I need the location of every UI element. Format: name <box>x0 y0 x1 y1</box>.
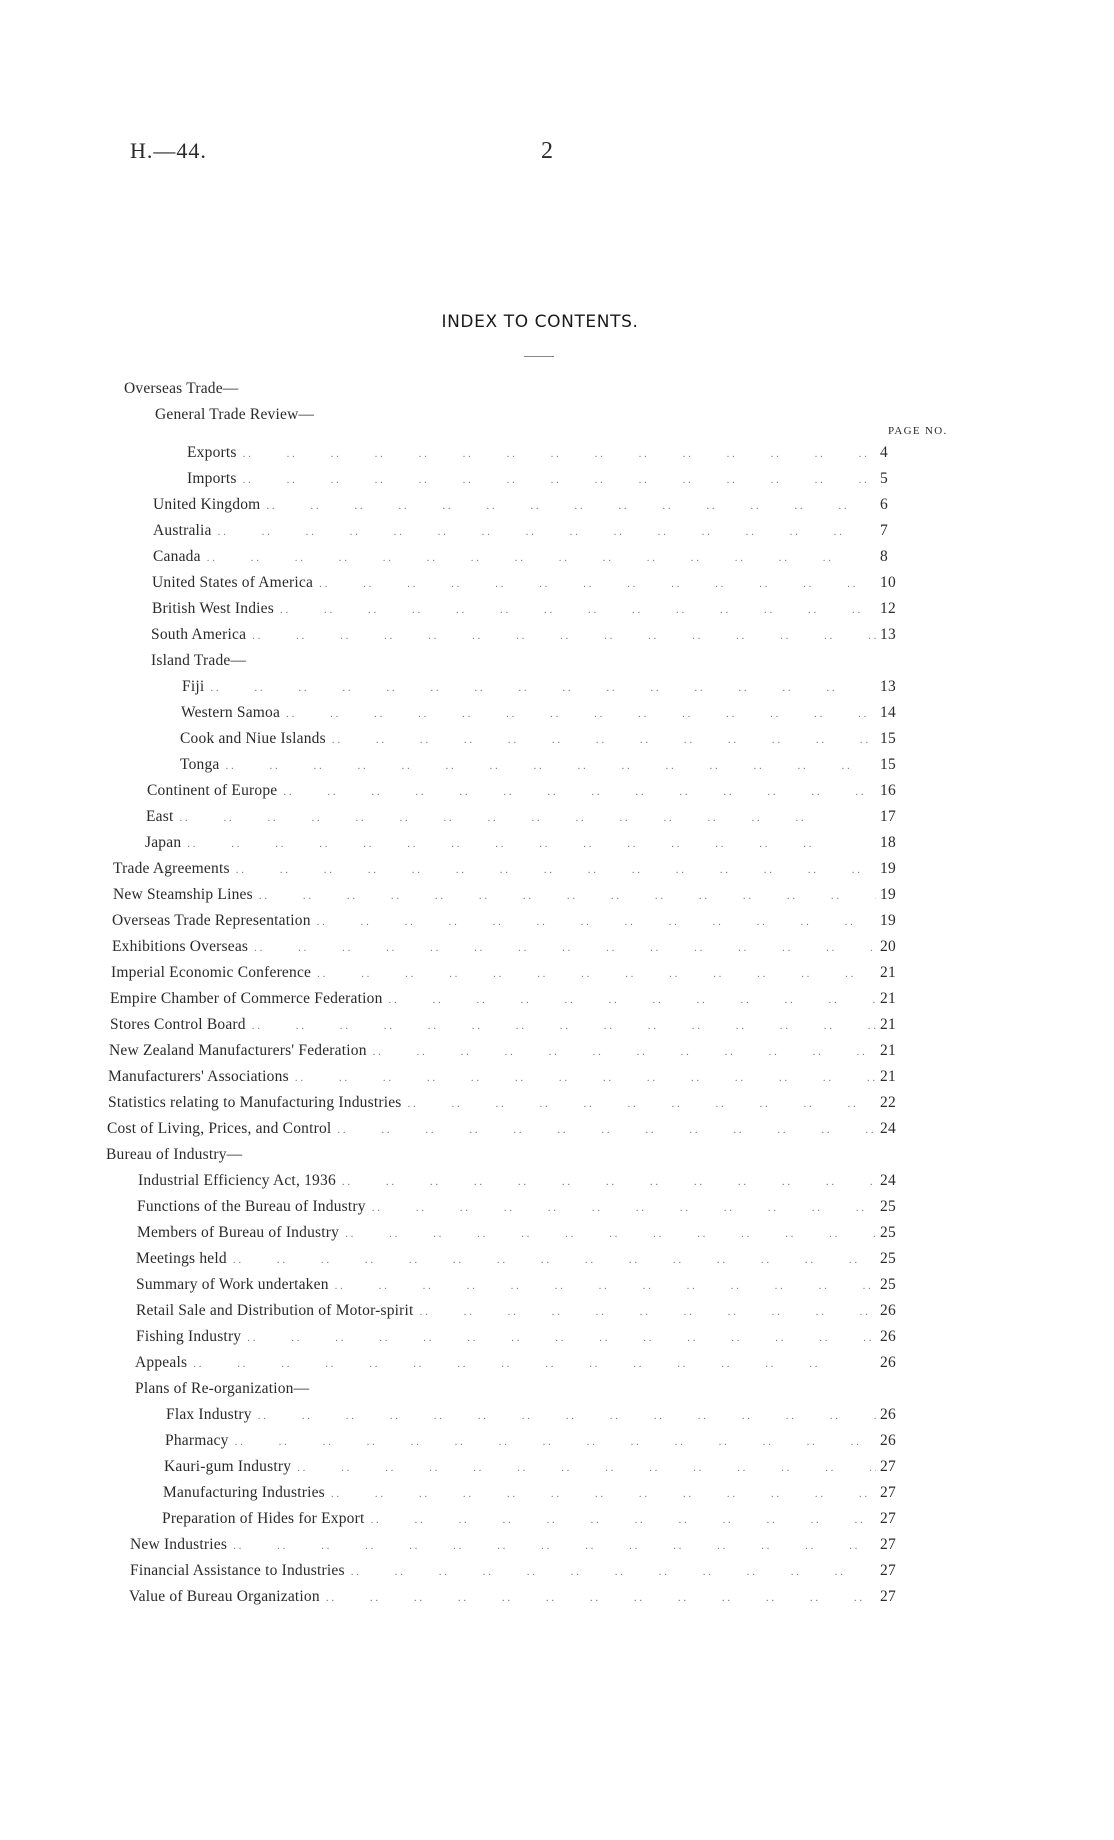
toc-entry-page: 21 <box>880 1016 896 1033</box>
toc-entry-label: Manufacturers' Associations <box>108 1068 289 1085</box>
dot-leader <box>345 1228 876 1240</box>
dot-leader <box>373 1046 876 1058</box>
dot-leader <box>207 552 876 564</box>
toc-entry <box>146 808 924 832</box>
toc-entry-label: Exhibitions Overseas <box>112 938 249 955</box>
dot-leader <box>317 916 876 928</box>
toc-entry <box>108 1094 924 1118</box>
dot-leader <box>280 604 876 616</box>
dot-leader <box>335 1280 876 1292</box>
dot-leader <box>233 1254 876 1266</box>
toc-entry <box>136 1250 924 1274</box>
dot-leader <box>283 786 876 798</box>
toc-entry-page: 25 <box>880 1250 896 1267</box>
toc-entry-label: Overseas Trade— <box>124 380 239 397</box>
toc-entry-page: 5 <box>880 470 888 487</box>
toc-entry-label: Functions of the Bureau of Industry <box>137 1198 366 1215</box>
toc-entry-label: Japan <box>145 834 182 851</box>
toc-entry-page: 25 <box>880 1198 896 1215</box>
toc-entry-label: Island Trade— <box>151 652 247 669</box>
toc-entry <box>136 1276 924 1300</box>
toc-entry-page: 25 <box>880 1276 896 1293</box>
toc-entry-page: 4 <box>880 444 888 461</box>
dot-leader <box>218 526 876 538</box>
dot-leader <box>266 500 876 512</box>
toc-entry-label: United Kingdom <box>153 496 261 513</box>
dot-leader <box>351 1566 876 1578</box>
dot-leader <box>319 578 876 590</box>
page-no-column-header: PAGE NO. <box>888 425 948 437</box>
toc-entry <box>135 1354 924 1378</box>
document-code: H.—44. <box>130 138 207 163</box>
toc-entry <box>110 1016 924 1040</box>
toc-entry-page: 17 <box>880 808 896 825</box>
toc-entry-label: South America <box>151 626 247 643</box>
dot-leader <box>342 1176 876 1188</box>
toc-entry-page: 27 <box>880 1536 896 1553</box>
toc-entry <box>153 522 924 546</box>
toc-entry-page: 27 <box>880 1458 896 1475</box>
toc-entry-label: Canada <box>153 548 201 565</box>
dot-leader <box>420 1306 876 1318</box>
dot-leader <box>243 474 876 486</box>
dot-leader <box>254 942 876 954</box>
dot-leader <box>332 734 876 746</box>
toc-entry <box>138 1172 924 1196</box>
dot-leader <box>337 1124 876 1136</box>
dot-leader <box>370 1514 876 1526</box>
toc-entry-label: Fiji <box>182 678 205 695</box>
toc-entry <box>136 1328 924 1352</box>
toc-entry <box>106 1146 924 1170</box>
toc-entry-label: Manufacturing Industries <box>163 1484 325 1501</box>
toc-entry-page: 12 <box>880 600 896 617</box>
toc-entry-page: 19 <box>880 860 896 877</box>
toc-entry <box>162 1510 924 1534</box>
toc-entry-label: British West Indies <box>152 600 274 617</box>
toc-entry <box>137 1224 924 1248</box>
dot-leader <box>297 1462 876 1474</box>
toc-entry-label: Bureau of Industry— <box>106 1146 243 1163</box>
toc-entry <box>108 1068 924 1092</box>
toc-entry <box>137 1198 924 1222</box>
toc-entry <box>165 1432 924 1456</box>
toc-entry-page: 27 <box>880 1484 896 1501</box>
toc-entry-page: 15 <box>880 730 896 747</box>
toc-entry <box>135 1380 924 1404</box>
toc-entry-label: Preparation of Hides for Export <box>162 1510 365 1527</box>
toc-entry-label: Overseas Trade Representation <box>112 912 311 929</box>
toc-entry <box>112 912 924 936</box>
toc-entry <box>151 652 924 676</box>
dot-leader <box>252 630 876 642</box>
toc-entry <box>180 730 924 754</box>
toc-entry-page: 21 <box>880 1068 896 1085</box>
dot-leader <box>331 1488 876 1500</box>
toc-entry-label: Imperial Economic Conference <box>111 964 312 981</box>
dot-leader <box>286 708 876 720</box>
toc-entry-page: 18 <box>880 834 896 851</box>
toc-entry-page: 27 <box>880 1510 896 1527</box>
toc-entry-label: Value of Bureau Organization <box>129 1588 320 1605</box>
toc-entry <box>130 1536 924 1560</box>
toc-entry-page: 27 <box>880 1588 896 1605</box>
toc-entry <box>113 860 924 884</box>
toc-entry <box>151 626 924 650</box>
toc-entry <box>153 496 924 520</box>
toc-entry <box>136 1302 924 1326</box>
dot-leader <box>243 448 876 460</box>
toc-entry-page: 13 <box>880 678 896 695</box>
toc-entry-label: Kauri-gum Industry <box>164 1458 292 1475</box>
toc-entry <box>187 444 924 468</box>
toc-entry <box>109 1042 924 1066</box>
toc-entry-page: 21 <box>880 1042 896 1059</box>
toc-entry-page: 8 <box>880 548 888 565</box>
dot-leader <box>389 994 876 1006</box>
page-number: 2 <box>541 138 553 164</box>
toc-entry <box>155 406 924 430</box>
toc-entry-label: Stores Control Board <box>110 1016 246 1033</box>
toc-entry <box>147 782 924 806</box>
toc-entry-label: Meetings held <box>136 1250 227 1267</box>
dot-leader <box>372 1202 876 1214</box>
toc-entry-label: Plans of Re-organization— <box>135 1380 310 1397</box>
toc-entry-page: 26 <box>880 1406 896 1423</box>
dot-leader <box>233 1540 876 1552</box>
dot-leader <box>252 1020 876 1032</box>
toc-entry <box>187 470 924 494</box>
dot-leader <box>187 838 876 850</box>
toc-entry-label: Financial Assistance to Industries <box>130 1562 345 1579</box>
toc-entry-label: Exports <box>187 444 237 461</box>
toc-entry-page: 10 <box>880 574 896 591</box>
toc-entry <box>182 678 924 702</box>
toc-entry-label: New Industries <box>130 1536 228 1553</box>
toc-entry-page: 26 <box>880 1302 896 1319</box>
dot-leader <box>235 1436 876 1448</box>
toc-entry-label: Australia <box>153 522 212 539</box>
toc-entry-label: General Trade Review— <box>155 406 315 423</box>
toc-entry-page: 19 <box>880 912 896 929</box>
toc-entry <box>113 886 924 910</box>
toc-entry-label: Members of Bureau of Industry <box>137 1224 340 1241</box>
toc-entry-page: 16 <box>880 782 896 799</box>
toc-entry-page: 15 <box>880 756 896 773</box>
toc-entry-page: 21 <box>880 990 896 1007</box>
toc-entry-page: 21 <box>880 964 896 981</box>
toc-entry-label: Fishing Industry <box>136 1328 242 1345</box>
toc-entry <box>164 1458 924 1482</box>
toc-entry-label: Western Samoa <box>181 704 281 721</box>
index-title: INDEX TO CONTENTS. <box>441 312 639 332</box>
dot-leader <box>210 682 876 694</box>
dot-leader <box>408 1098 876 1110</box>
toc-entry <box>153 548 924 572</box>
toc-entry-page: 19 <box>880 886 896 903</box>
toc-entry <box>130 1562 924 1586</box>
toc-entry-page: 13 <box>880 626 896 643</box>
dot-leader <box>317 968 876 980</box>
toc-entry-label: Retail Sale and Distribution of Motor-spirit <box>136 1302 414 1319</box>
dot-leader <box>193 1358 876 1370</box>
toc-entry-label: Summary of Work undertaken <box>136 1276 329 1293</box>
dot-leader <box>180 812 877 824</box>
toc-entry-page: 26 <box>880 1432 896 1449</box>
toc-entry <box>111 964 924 988</box>
toc-entry-label: Tonga <box>180 756 220 773</box>
toc-entry <box>163 1484 924 1508</box>
toc-entry-label: Imports <box>187 470 237 487</box>
toc-entry-label: Continent of Europe <box>147 782 278 799</box>
toc-entry <box>166 1406 924 1430</box>
toc-entry-label: United States of America <box>152 574 314 591</box>
toc-entry-page: 6 <box>880 496 888 513</box>
toc-entry-label: Empire Chamber of Commerce Federation <box>110 990 383 1007</box>
toc-entry-label: Appeals <box>135 1354 188 1371</box>
toc-entry-page: 25 <box>880 1224 896 1241</box>
toc-entry-label: Pharmacy <box>165 1432 229 1449</box>
dot-leader <box>226 760 876 772</box>
toc-entry-label: East <box>146 808 174 825</box>
toc-entry-page: 24 <box>880 1120 896 1137</box>
dot-leader <box>247 1332 876 1344</box>
toc-entry-page: 7 <box>880 522 888 539</box>
dot-leader <box>259 890 876 902</box>
toc-entry-label: New Steamship Lines <box>113 886 253 903</box>
toc-entry-label: New Zealand Manufacturers' Federation <box>109 1042 367 1059</box>
toc-entry <box>145 834 924 858</box>
toc-entry-page: 24 <box>880 1172 896 1189</box>
toc-entry-label: Trade Agreements <box>113 860 230 877</box>
toc-entry-page: 22 <box>880 1094 896 1111</box>
toc-entry-page: 26 <box>880 1354 896 1371</box>
toc-entry-page: 20 <box>880 938 896 955</box>
toc-entry <box>152 574 924 598</box>
toc-entry-label: Cost of Living, Prices, and Control <box>107 1120 332 1137</box>
toc-entry <box>181 704 924 728</box>
toc-entry-page: 14 <box>880 704 896 721</box>
toc-entry-label: Statistics relating to Manufacturing Industries <box>108 1094 402 1111</box>
toc-entry <box>107 1120 924 1144</box>
toc-entry <box>112 938 924 962</box>
toc-entry <box>110 990 924 1014</box>
dot-leader <box>295 1072 876 1084</box>
toc-entry-label: Flax Industry <box>166 1406 252 1423</box>
toc-entry-page: 26 <box>880 1328 896 1345</box>
dot-leader <box>236 864 876 876</box>
toc-entry <box>152 600 924 624</box>
toc-entry-label: Cook and Niue Islands <box>180 730 326 747</box>
toc-entry <box>180 756 924 780</box>
toc-entry <box>129 1588 924 1612</box>
toc-entry-page: 27 <box>880 1562 896 1579</box>
dot-leader <box>326 1592 876 1604</box>
toc-entry-label: Industrial Efficiency Act, 1936 <box>138 1172 336 1189</box>
dot-leader <box>258 1410 876 1422</box>
toc-entry <box>124 380 924 404</box>
